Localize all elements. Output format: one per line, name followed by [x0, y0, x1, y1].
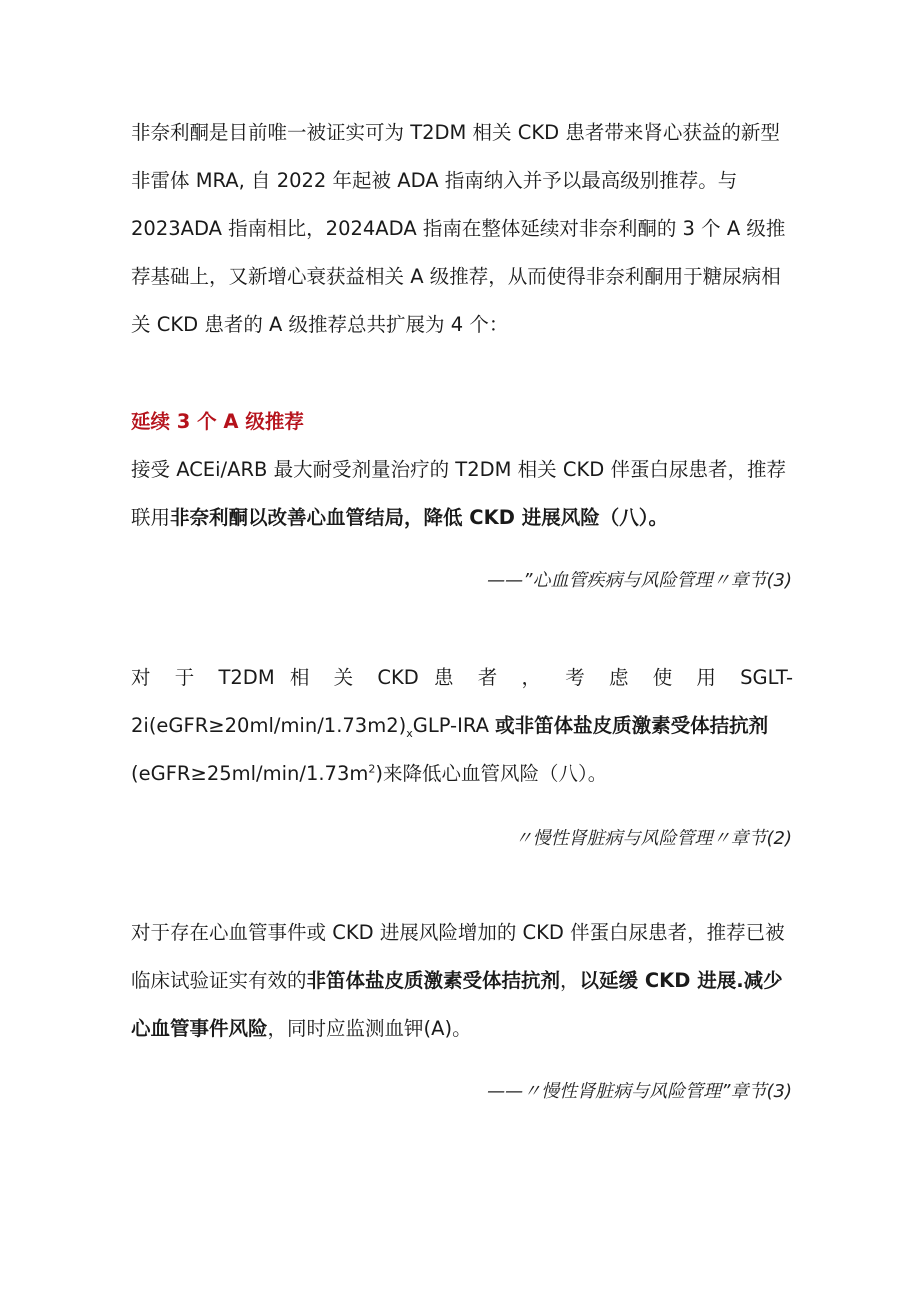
rec3-citation: ——〃慢性肾脏病与风险管理”章节(3) — [487, 1081, 792, 1102]
intro-line-1: 非奈利酮是目前唯一被证实可为 T2DM 相关 CKD 患者带来肾心获益的新型 — [131, 121, 780, 144]
rec2-line-3 — [131, 759, 793, 789]
rec2-line-1: 对 于 T2DM 相 关 CKD 患 者 ， 考 虑 使 用 SGLT- — [131, 666, 793, 689]
rec3-line-3 — [131, 1014, 793, 1044]
rec3-line-2-plain: 临床试验证实有效的 — [131, 969, 307, 992]
rec3-line-2-bold-1: 非笛体盐皮质激素受体拮抗剂 — [306, 969, 561, 992]
rec1-line-2 — [131, 503, 793, 533]
rec2-citation: 〃慢性肾脏病与风险管理〃章节(2) — [514, 828, 792, 849]
section-heading: 延续 3 个 A 级推荐 — [131, 410, 304, 433]
rec2-line-2-sub: x — [406, 726, 413, 740]
rec3-line-3-plain: ，同时应监测血钾(A)。 — [267, 1017, 472, 1040]
rec3-line-1: 对于存在心血管事件或 CKD 进展风险增加的 CKD 伴蛋白尿患者，推荐已被 — [131, 921, 785, 944]
intro-line-2: 非雷体 MRA, 自 2022 年起被 ADA 指南纳入并予以最高级别推荐。与 — [131, 169, 738, 192]
rec2-line-2-mid: GLP-IRA — [412, 714, 496, 737]
rec2-line-2-bold: 或非笛体盐皮质激素受体拮抗剂 — [495, 714, 769, 737]
intro-line-3: 2023ADA 指南相比，2024ADA 指南在整体延续对非奈利酮的 3 个 A 级推 — [131, 217, 786, 240]
intro-line-5: 关 CKD 患者的 A 级推荐总共扩展为 4 个： — [131, 313, 509, 336]
rec3-line-2-bold-2: 以延缓 CKD 进展.减少 — [579, 969, 783, 992]
rec2-line-3-sup: 2 — [368, 762, 376, 776]
rec1-line-1: 接受 ACEi/ARB 最大耐受剂量治疗的 T2DM 相关 CKD 伴蛋白尿患者，推荐 — [131, 458, 786, 481]
rec1-citation: ——”心血管疾病与风险管理〃章节(3) — [487, 570, 792, 591]
rec3-line-3-bold: 心血管事件风险 — [131, 1017, 268, 1040]
rec1-line-2-plain: 联用 — [131, 506, 171, 529]
rec2-line-3-post: )来降低心血管风险（八）。 — [375, 762, 608, 785]
rec3-line-2 — [131, 966, 793, 996]
rec2-line-2-plain: 2i(eGFR≥20ml/min/1.73m2) — [131, 714, 407, 737]
rec2-line-3-pre: (eGFR≥25ml/min/1.73m — [131, 762, 369, 785]
rec3-line-2-plain-2: ， — [560, 969, 580, 992]
rec1-line-2-bold: 非奈利酮以改善心血管结局，降低 CKD 进展风险（八）。 — [170, 506, 668, 529]
intro-line-4: 荐基础上，又新增心衰获益相关 A 级推荐，从而使得非奈利酮用于糖尿病相 — [131, 265, 781, 288]
rec2-line-2 — [131, 711, 793, 741]
